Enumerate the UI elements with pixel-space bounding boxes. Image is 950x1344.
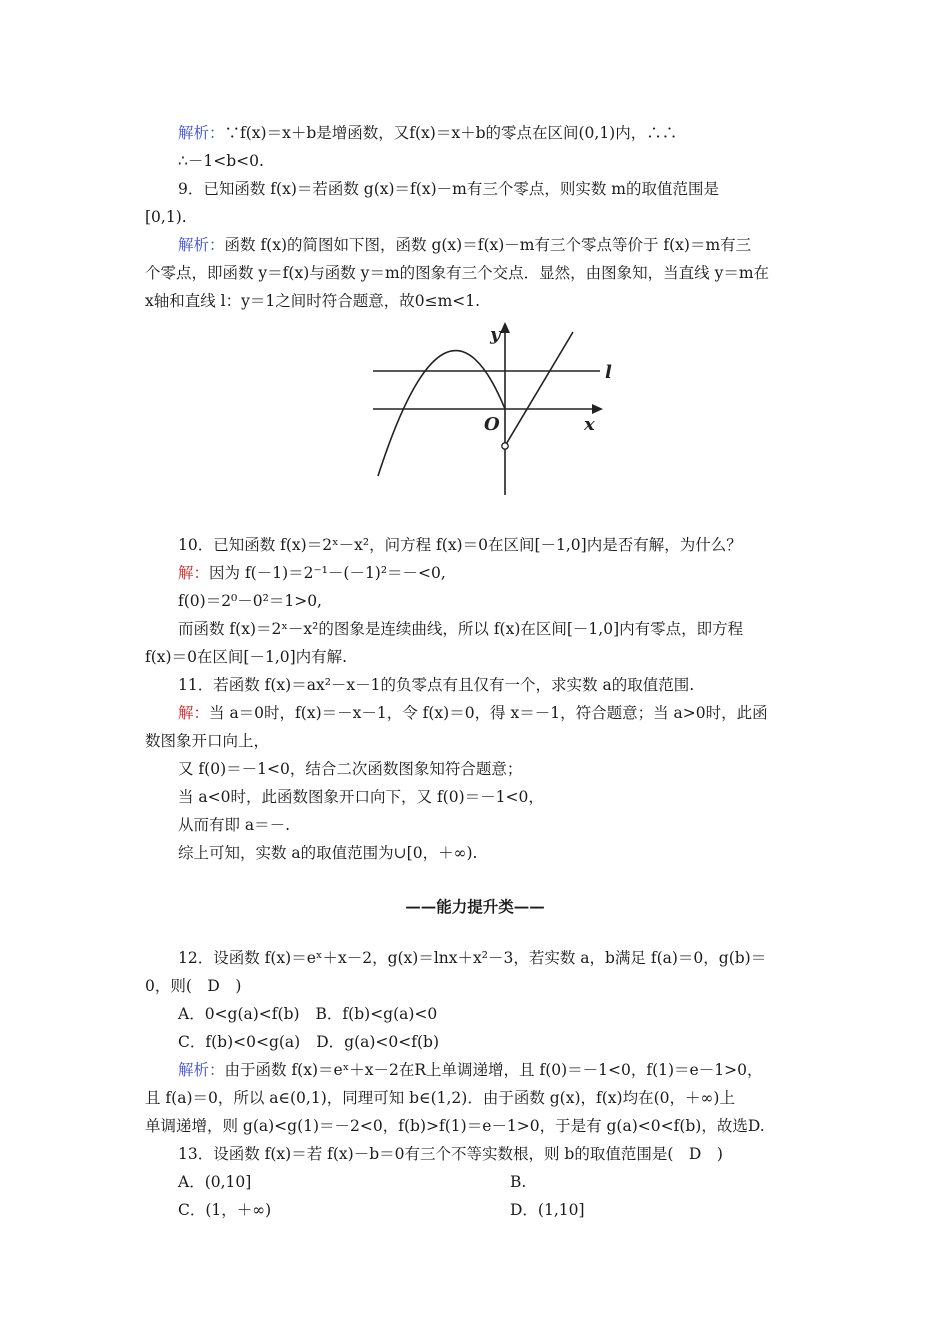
q11-solution-line-2: 数图象开口向上， bbox=[145, 732, 270, 750]
q8-solution-label: 解析： bbox=[178, 124, 225, 142]
q8-solution-line-2: ∴－1<b<0. bbox=[178, 152, 264, 170]
open-point bbox=[502, 443, 508, 449]
q12-solution-text-1: 由于函数 f(x)＝eˣ＋x－2在R上单调递增，且 f(0)＝－1<0，f(1)＝e－1>0， bbox=[224, 1061, 763, 1079]
q12-options-row-2 bbox=[178, 1032, 439, 1052]
q11-stem: 11．若函数 f(x)＝ax²－x－1的负零点有且仅有一个，求实数 a的取值范围. bbox=[178, 676, 695, 694]
q9-solution-label: 解析： bbox=[178, 236, 225, 254]
q9-stem-line-2: [0,1). bbox=[145, 208, 187, 226]
q10-solution-line-3: 而函数 f(x)＝2ˣ－x²的图象是连续曲线，所以 f(x)在区间[－1,0]内有零点，即方程 bbox=[178, 620, 744, 638]
q13-option-d: D．(1,10] bbox=[510, 1201, 585, 1219]
q13-stem: 13．设函数 f(x)＝若 f(x)－b＝0有三个不等实数根，则 b的取值范围是( D ) bbox=[178, 1145, 723, 1163]
q11-solution-label: 解： bbox=[178, 704, 210, 722]
q12-option-a: A．0<g(a)<f(b) bbox=[178, 1005, 300, 1023]
q11-solution-text-1: 当 a＝0时，f(x)＝－x－1，令 f(x)＝0，得 x＝－1，符合题意；当 a>0时，此函 bbox=[209, 704, 768, 722]
linear-segment bbox=[505, 332, 573, 446]
y-axis-label: y bbox=[490, 324, 501, 345]
function-graph-figure bbox=[368, 318, 618, 503]
q11-solution-line-6: 综上可知，实数 a的取值范围为∪[0，＋∞). bbox=[178, 844, 478, 862]
q11-solution-line-1 bbox=[178, 703, 768, 723]
q12-option-d: D．g(a)<0<f(b) bbox=[316, 1033, 439, 1051]
q12-options-row-1 bbox=[178, 1004, 437, 1024]
q12-stem-line-1: 12．设函数 f(x)＝eˣ＋x－2，g(x)＝lnx＋x²－3，若实数 a，b满足 f(a)＝0，g(b)＝ bbox=[178, 949, 767, 967]
q10-stem: 10．已知函数 f(x)＝2ˣ－x²，问方程 f(x)＝0在区间[－1,0]内是否有解，为什么？ bbox=[178, 536, 742, 554]
q12-solution-line-3: 单调递增，则 g(a)<g(1)＝－2<0，f(b)>f(1)＝e－1>0，于是有 g(a)<0<f(b)，故选D. bbox=[145, 1117, 765, 1135]
q13-option-b: B. bbox=[510, 1173, 527, 1191]
q10-solution-line-1 bbox=[178, 563, 446, 583]
x-axis-arrow-icon bbox=[592, 404, 603, 414]
q10-solution-label: 解： bbox=[178, 564, 210, 582]
q12-stem-line-2: 0，则( D ) bbox=[145, 977, 242, 995]
q13-option-a: A．(0,10] bbox=[178, 1173, 252, 1191]
q11-solution-line-4: 当 a<0时，此函数图象开口向下，又 f(0)＝－1<0， bbox=[178, 788, 544, 806]
q10-solution-text-1: 因为 f(－1)＝2⁻¹－(－1)²＝－<0, bbox=[209, 564, 446, 582]
q12-solution-line-2: 且 f(a)＝0，所以 a∈(0,1)，同理可知 b∈(1,2)．由于函数 g(x)，f(x)均在(0，＋∞)上 bbox=[145, 1089, 735, 1107]
q10-solution-line-2: f(0)＝2⁰－0²＝1>0, bbox=[178, 592, 322, 610]
q12-solution-line-1 bbox=[178, 1060, 762, 1080]
q10-solution-line-4: f(x)＝0在区间[－1,0]内有解. bbox=[145, 648, 348, 666]
q9-solution-line-1 bbox=[178, 235, 751, 255]
q12-solution-label: 解析： bbox=[178, 1061, 225, 1079]
q12-option-c: C．f(b)<0<g(a) bbox=[178, 1033, 301, 1051]
y-axis-arrow-icon bbox=[500, 322, 510, 333]
q11-solution-line-5: 从而有即 a＝－. bbox=[178, 816, 291, 834]
x-axis-label: x bbox=[584, 414, 595, 435]
q8-solution-text: ∵f(x)＝x＋b是增函数，又f(x)＝x＋b的零点在区间(0,1)内，∴∴ bbox=[224, 124, 678, 142]
q13-option-c: C．(1，＋∞) bbox=[178, 1201, 272, 1219]
line-l-label: l bbox=[605, 362, 612, 383]
q9-solution-line-2: 个零点，即函数 y＝f(x)与函数 y＝m的图象有三个交点．显然，由图象知，当直线 y＝m在 bbox=[145, 264, 770, 282]
q11-solution-line-3: 又 f(0)＝－1<0，结合二次函数图象知符合题意； bbox=[178, 760, 523, 778]
q9-solution-line-3: x轴和直线 l：y＝1之间时符合题意，故0≤m<1. bbox=[145, 292, 481, 310]
q12-option-b: B．f(b)<g(a)<0 bbox=[315, 1005, 438, 1023]
q8-solution-line-1 bbox=[178, 123, 677, 143]
origin-label: O bbox=[484, 414, 500, 435]
section-title: ——能力提升类—— bbox=[405, 897, 545, 916]
q9-solution-text-1: 函数 f(x)的简图如下图，函数 g(x)＝f(x)－m有三个零点等价于 f(x)＝m有三 bbox=[224, 236, 752, 254]
q9-stem-line-1: 9．已知函数 f(x)＝若函数 g(x)＝f(x)－m有三个零点，则实数 m的取值范围是 bbox=[178, 180, 719, 198]
